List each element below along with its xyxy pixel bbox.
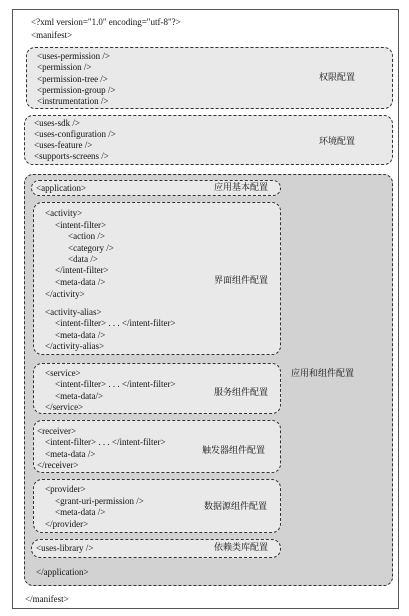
activity-line: <meta-data /> — [55, 277, 106, 287]
receiver-line: </receiver> — [37, 460, 79, 470]
activity-alias-line: <intent-filter> . . . </intent-filter> — [55, 318, 176, 328]
activity-line: </intent-filter> — [55, 265, 109, 275]
provider-line: </provider> — [45, 519, 89, 529]
application-open-tag: <application> — [36, 183, 87, 193]
application-open-label: 应用基本配置 — [214, 183, 269, 193]
activity-line: <category /> — [68, 243, 114, 253]
activity-line: <intent-filter> — [55, 220, 107, 230]
permission-line: <permission-tree /> — [37, 74, 108, 84]
provider-label: 数据源组件配置 — [204, 502, 268, 512]
receiver-line: <intent-filter> . . . </intent-filter> — [45, 437, 166, 447]
manifest-close-tag: </manifest> — [25, 594, 69, 604]
xml-declaration: <?xml version="1.0" encoding="utf-8"?> — [31, 17, 181, 27]
receiver-line: <meta-data /> — [45, 449, 96, 459]
permission-line: <instrumentation /> — [37, 96, 109, 106]
environment-line: <uses-configuration /> — [34, 129, 116, 139]
environment-line: <uses-sdk /> — [34, 118, 80, 128]
provider-line: <provider> — [45, 484, 86, 494]
provider-line: <grant-uri-permission /> — [55, 496, 144, 506]
service-label: 服务组件配置 — [214, 388, 269, 398]
activity-alias-line: </activity-alias> — [45, 341, 105, 351]
uses-library-line: <uses-library /> — [36, 543, 94, 553]
environment-line: <uses-feature /> — [34, 140, 93, 150]
provider-line: <meta-data /> — [55, 507, 106, 517]
application-close-tag: </application> — [36, 567, 89, 577]
environment-line: <supports-screens /> — [34, 151, 109, 161]
activity-line: <data /> — [68, 254, 98, 264]
application-group-label: 应用和组件配置 — [291, 369, 355, 379]
activity-line: <action /> — [68, 231, 105, 241]
permission-line: <permission /> — [37, 62, 92, 72]
activity-line: <activity> — [45, 208, 83, 218]
uses-library-label: 依赖类库配置 — [214, 543, 269, 553]
permission-line: <uses-permission /> — [37, 51, 110, 61]
service-line: <intent-filter> . . . </intent-filter> — [55, 379, 176, 389]
service-line: <meta-data/> — [55, 391, 104, 401]
service-line: </service> — [45, 402, 84, 412]
environment-group-label: 环境配置 — [319, 137, 356, 147]
permission-group-label: 权限配置 — [319, 73, 356, 83]
activity-line: </activity> — [45, 289, 85, 299]
receiver-label: 触发器组件配置 — [202, 446, 266, 456]
activity-alias-line: <activity-alias> — [45, 307, 102, 317]
permission-line: <permission-group /> — [37, 85, 116, 95]
service-line: <service> — [45, 368, 81, 378]
activity-alias-line: <meta-data /> — [55, 330, 106, 340]
receiver-line: <receiver> — [37, 426, 77, 436]
activity-label: 界面组件配置 — [214, 276, 269, 286]
manifest-open-tag: <manifest> — [31, 30, 73, 40]
